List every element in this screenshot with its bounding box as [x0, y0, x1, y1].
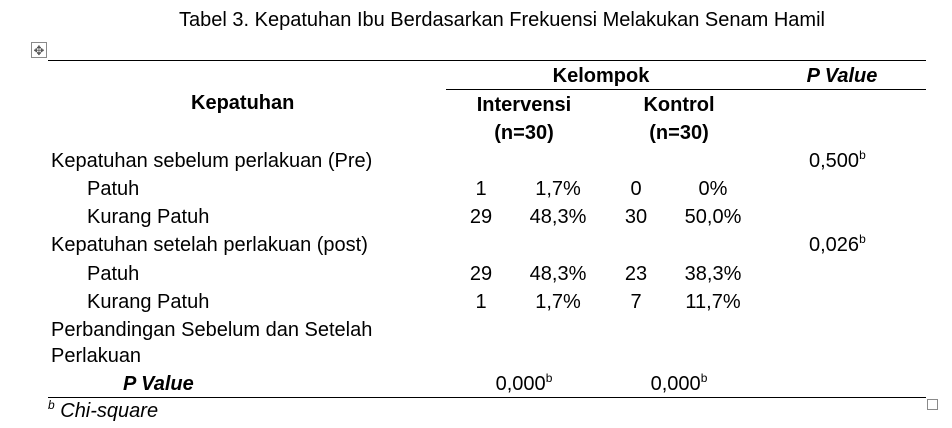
cell-post-kurang-int-n: 1 [475, 291, 487, 313]
cell-post-patuh-kon-pct: 38,3% [684, 263, 742, 285]
row-label-post-kurang: Kurang Patuh [87, 291, 210, 313]
top-rule [48, 60, 926, 61]
row-label-pre: Kepatuhan sebelum perlakuan (Pre) [51, 150, 373, 172]
p-value-pre-sup: b [859, 148, 866, 162]
p-value-pre: 0,500$^b$ [809, 148, 866, 172]
row-label-post: Kepatuhan setelah perlakuan (post) [51, 234, 368, 256]
footnote-sup: b [48, 398, 55, 412]
row-label-compare-1: Perbandingan Sebelum dan Setelah [51, 319, 373, 341]
bottom-rule [48, 397, 926, 398]
row-label-pre-kurang: Kurang Patuh [87, 206, 210, 228]
cell-pre-kurang-kon-pct: 50,0% [684, 206, 742, 228]
header-intervensi: Intervensi [476, 94, 572, 116]
p-value-post: 0,026$^b$ [809, 232, 866, 256]
cell-post-patuh-int-pct: 48,3% [529, 263, 587, 285]
cell-pre-patuh-kon-pct: 0% [698, 178, 728, 200]
compare-kon-p: 0,000$^b$ [650, 371, 708, 395]
cell-post-patuh-int-n: 29 [469, 263, 493, 285]
header-kontrol-n: (n=30) [649, 122, 709, 144]
cell-pre-patuh-int-n: 1 [475, 178, 487, 200]
cell-pre-patuh-int-pct: 1,7% [535, 178, 581, 200]
p-value-post-sup: b [859, 232, 866, 246]
compare-p-value-label: P Value [123, 373, 194, 395]
cell-post-kurang-kon-n: 7 [630, 291, 642, 313]
cell-post-kurang-int-pct: 1,7% [535, 291, 581, 313]
compare-int-p-sup: b [545, 371, 553, 385]
table-title: Tabel 3. Kepatuhan Ibu Berdasarkan Frekuensi Melakukan Senam Hamil [179, 9, 825, 31]
cell-pre-kurang-int-n: 29 [469, 206, 493, 228]
cell-pre-kurang-int-pct: 48,3% [529, 206, 587, 228]
resize-square-icon[interactable] [927, 399, 938, 410]
compare-int-p: 0,000$^b$ [495, 371, 553, 395]
row-label-pre-patuh: Patuh [87, 178, 140, 200]
group-rule [446, 89, 926, 90]
header-intervensi-n: (n=30) [494, 122, 554, 144]
header-kelompok: Kelompok [552, 65, 650, 87]
row-label-post-patuh: Patuh [87, 263, 140, 285]
cell-post-kurang-kon-pct: 11,7% [685, 291, 741, 313]
cell-post-patuh-kon-n: 23 [624, 263, 648, 285]
row-label-compare-2: Perlakuan [51, 345, 142, 367]
footnote: $^b$ Chi-square [48, 398, 159, 422]
move-arrows-icon[interactable]: ✥ [31, 42, 47, 58]
header-p-value: P Value [806, 65, 878, 87]
header-kepatuhan: Kepatuhan [191, 92, 295, 114]
cell-pre-kurang-kon-n: 30 [624, 206, 648, 228]
compare-kon-p-sup: b [700, 371, 708, 385]
cell-pre-patuh-kon-n: 0 [630, 178, 642, 200]
header-kontrol: Kontrol [643, 94, 715, 116]
